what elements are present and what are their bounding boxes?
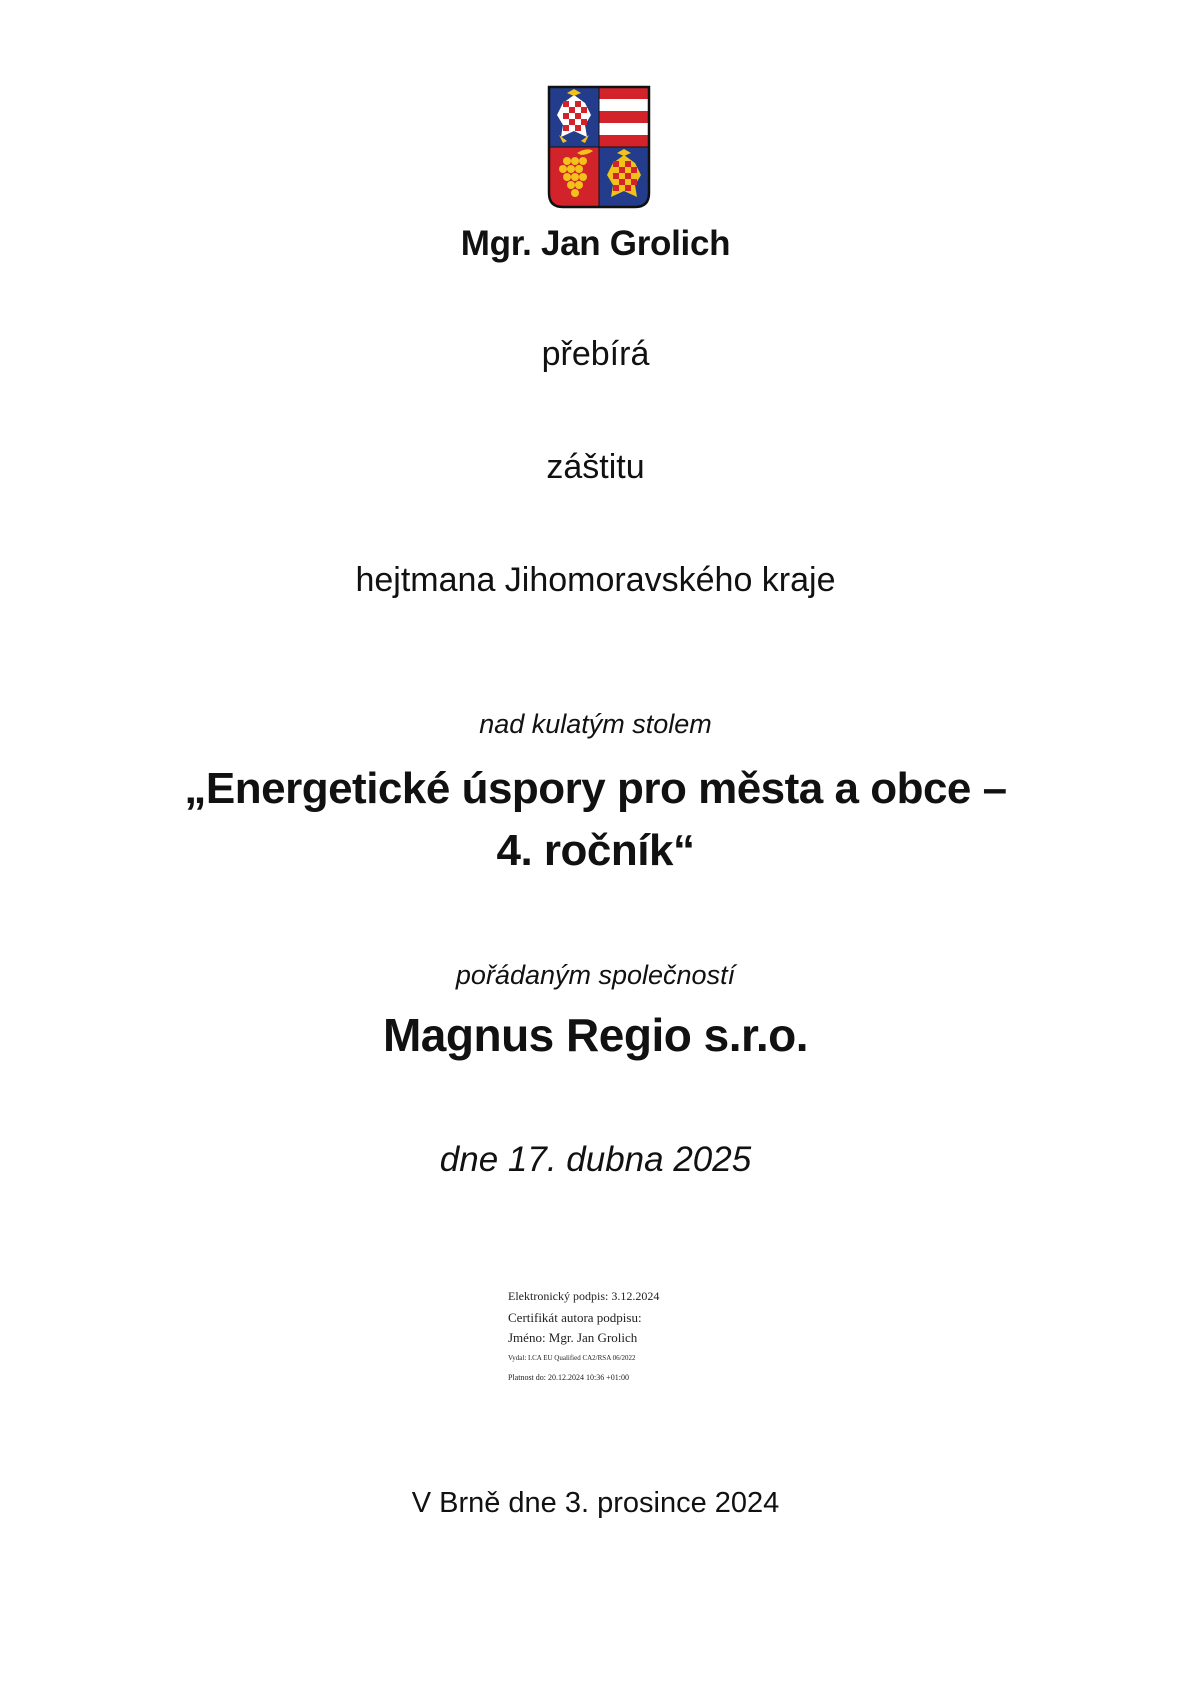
- signature-signer-name: Jméno: Mgr. Jan Grolich: [508, 1330, 638, 1346]
- takes-over-text: přebírá: [541, 335, 650, 373]
- signature-certificate-label: Certifikát autora podpisu:: [508, 1310, 642, 1326]
- signature-date: Elektronický podpis: 3.12.2024: [508, 1289, 660, 1303]
- organizer-intro: pořádaným společností: [455, 960, 736, 990]
- event-title-line-2: 4. ročník“: [496, 826, 695, 875]
- patron-name: Mgr. Jan Grolich: [460, 224, 731, 263]
- signature-validity: Platnost do: 20.12.2024 10:36 +01:00: [508, 1373, 629, 1383]
- event-title-line-1: „Energetické úspory pro města a obce –: [184, 764, 1007, 813]
- event-intro: nad kulatým stolem: [479, 709, 712, 739]
- patronage-text: záštitu: [546, 448, 645, 486]
- event-title: [0, 758, 1191, 882]
- governor-text: hejtmana Jihomoravského kraje: [355, 561, 836, 599]
- coat-of-arms-icon: [547, 85, 651, 209]
- event-date: dne 17. dubna 2025: [439, 1140, 752, 1179]
- electronic-signature-block: [508, 1290, 659, 1383]
- place-and-date: V Brně dne 3. prosince 2024: [411, 1487, 780, 1519]
- organizer-name: Magnus Regio s.r.o.: [382, 1009, 808, 1061]
- signature-issuer: Vydal: I.CA EU Qualified CA2/RSA 06/2022: [508, 1353, 636, 1362]
